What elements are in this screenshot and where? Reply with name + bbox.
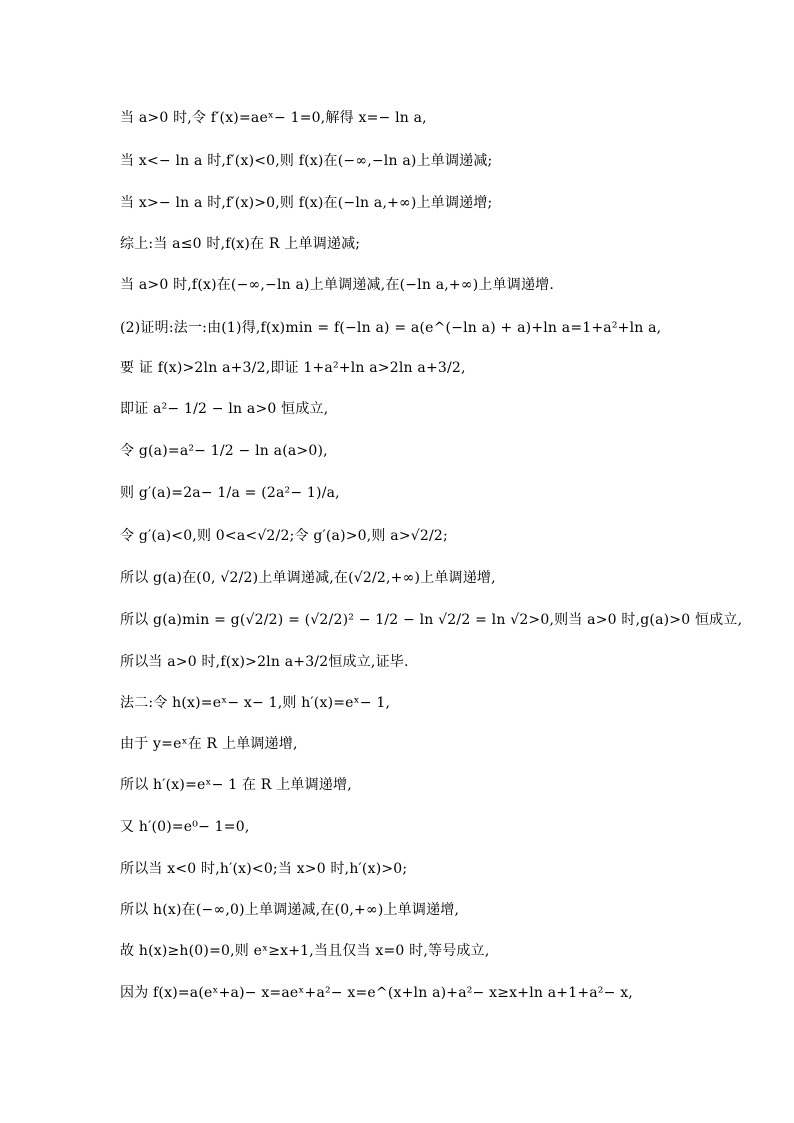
text-line: 要 证 f(x)>2ln a+3/2,即证 1+a²+ln a>2ln a+3/2,: [120, 360, 466, 376]
text-line: 故 h(x)≥h(0)=0,则 eˣ≥x+1,当且仅当 x=0 时,等号成立,: [120, 943, 490, 959]
text-line: 所以 g(a)min = g(√2/2) = (√2/2)² − 1/2 − ln √2/2 = ln √2>0,则当 a>0 时,g(a)>0 恒成立,: [120, 612, 743, 628]
text-line: 综上:当 a≤0 时,f(x)在 R 上单调递减;: [120, 236, 361, 252]
text-line: 法二:令 h(x)=eˣ− x− 1,则 h′(x)=eˣ− 1,: [120, 695, 391, 711]
text-line: 所以 g(a)在(0, √2/2)上单调递减,在(√2/2,+∞)上单调递增,: [120, 570, 496, 586]
text-line: 令 g(a)=a²− 1/2 − ln a(a>0),: [120, 443, 328, 459]
text-line: 又 h′(0)=e⁰− 1=0,: [120, 819, 250, 835]
text-line: 当 x<− ln a 时,f′(x)<0,则 f(x)在(−∞,−ln a)上单调递减;: [120, 153, 493, 169]
text-line: 当 x>− ln a 时,f′(x)>0,则 f(x)在(−ln a,+∞)上单调递增;: [120, 195, 493, 211]
text-line: 当 a>0 时,f(x)在(−∞,−ln a)上单调递减,在(−ln a,+∞)上单调递增.: [120, 277, 555, 293]
text-line: 则 g′(a)=2a− 1/a = (2a²− 1)/a,: [120, 485, 340, 501]
text-line: 令 g′(a)<0,则 0<a<√2/2;令 g′(a)>0,则 a>√2/2;: [120, 528, 448, 544]
text-line: 所以当 x<0 时,h′(x)<0;当 x>0 时,h′(x)>0;: [120, 861, 408, 877]
text-line: 由于 y=eˣ在 R 上单调递增,: [120, 736, 298, 752]
text-line: 所以 h(x)在(−∞,0)上单调递减,在(0,+∞)上单调递增,: [120, 902, 460, 918]
text-line: 所以当 a>0 时,f(x)>2ln a+3/2恒成立,证毕.: [120, 654, 409, 670]
text-line: (2)证明:法一:由(1)得,f(x)min = f(−ln a) = a(e^(−ln a) + a)+ln a=1+a²+ln a,: [120, 320, 662, 336]
text-line: 即证 a²− 1/2 − ln a>0 恒成立,: [120, 401, 329, 417]
text-line: 当 a>0 时,令 f′(x)=aeˣ− 1=0,解得 x=− ln a,: [120, 110, 427, 126]
text-line: 因为 f(x)=a(eˣ+a)− x=aeˣ+a²− x=e^(x+ln a)+a²− x≥x+ln a+1+a²− x,: [120, 985, 633, 1001]
text-line: 所以 h′(x)=eˣ− 1 在 R 上单调递增,: [120, 777, 352, 793]
